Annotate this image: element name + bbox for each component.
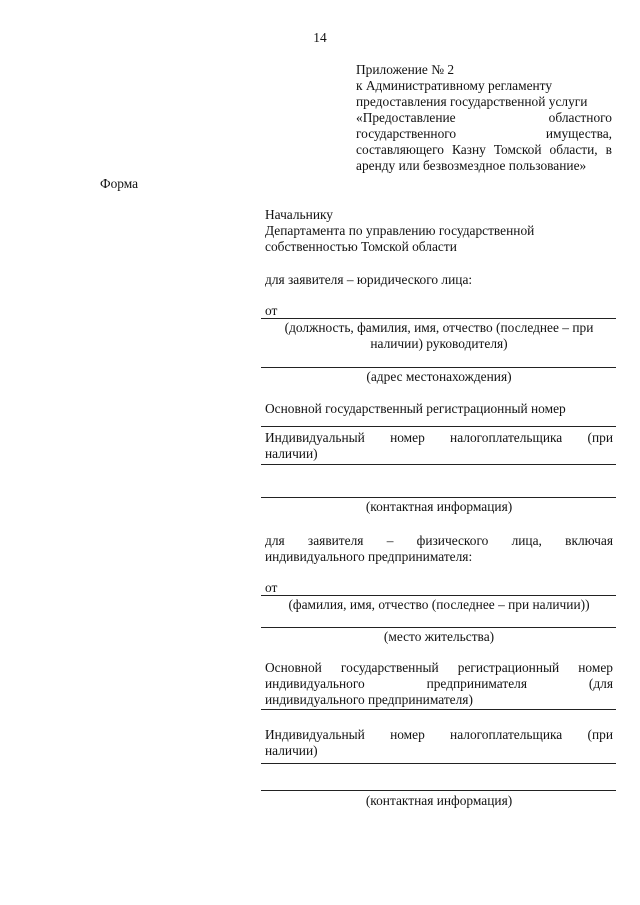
heading-text: индивидуального предпринимателя:	[265, 549, 473, 564]
legal-name-line[interactable]	[261, 318, 616, 319]
individual-residence-caption: (место жительства)	[383, 629, 495, 644]
legal-from-label: от	[265, 303, 278, 318]
inn-text: наличии)	[265, 446, 318, 461]
caption-text: (должность, фамилия, имя, отчество (последнее – при	[284, 320, 594, 335]
page-number: 14	[313, 30, 327, 45]
appendix-header	[356, 62, 612, 174]
individual-name-line[interactable]	[261, 595, 616, 596]
ogrn-text: Основной государственный регистрационный номер	[265, 660, 613, 675]
appendix-line: Приложение № 2	[356, 62, 455, 77]
individual-ogrn-line[interactable]	[261, 709, 616, 710]
legal-inn-line[interactable]	[261, 464, 616, 465]
heading-text: для заявителя – физического лица, включая	[265, 533, 613, 548]
individual-contact-caption: (контактная информация)	[365, 793, 513, 808]
individual-residence-line[interactable]	[261, 627, 616, 628]
inn-text: наличии)	[265, 743, 318, 758]
appendix-line: «Предоставление областного	[356, 110, 612, 125]
individual-ogrn-label	[265, 660, 613, 708]
legal-ogrn-line[interactable]	[261, 426, 616, 427]
caption-text: наличии) руководителя)	[370, 336, 508, 351]
individual-inn-line[interactable]	[261, 763, 616, 764]
legal-name-caption	[262, 320, 616, 352]
legal-ogrn-label: Основной государственный регистрационный номер	[265, 401, 566, 416]
legal-address-caption: (адрес местонахождения)	[366, 369, 512, 384]
appendix-line: государственного имущества,	[356, 126, 612, 141]
legal-contact-caption: (контактная информация)	[365, 499, 513, 514]
addressee	[265, 207, 613, 255]
legal-inn-label	[265, 430, 613, 462]
individual-contact-line[interactable]	[261, 790, 616, 791]
individual-inn-label	[265, 727, 613, 759]
individual-heading	[265, 533, 613, 565]
appendix-line: предоставления государственной услуги	[356, 94, 588, 109]
legal-address-line[interactable]	[261, 367, 616, 368]
appendix-line: к Административному регламенту	[356, 78, 553, 93]
appendix-line: составляющего Казну Томской области, в	[356, 142, 612, 157]
individual-from-label: от	[265, 580, 278, 595]
form-label: Форма	[100, 176, 139, 191]
legal-heading: для заявителя – юридического лица:	[265, 272, 473, 287]
ogrn-text: индивидуального предпринимателя (для	[265, 676, 613, 691]
individual-name-caption: (фамилия, имя, отчество (последнее – при наличии))	[288, 597, 590, 612]
appendix-line: аренду или безвозмездное пользование»	[356, 158, 587, 173]
ogrn-text: индивидуального предпринимателя)	[265, 692, 473, 707]
addressee-line: Начальнику	[265, 207, 334, 222]
legal-contact-line[interactable]	[261, 497, 616, 498]
inn-text: Индивидуальный номер налогоплательщика (при	[265, 727, 613, 742]
inn-text: Индивидуальный номер налогоплательщика (при	[265, 430, 613, 445]
addressee-line: собственностью Томской области	[265, 239, 457, 254]
addressee-line: Департамента по управлению государственной	[265, 223, 535, 238]
